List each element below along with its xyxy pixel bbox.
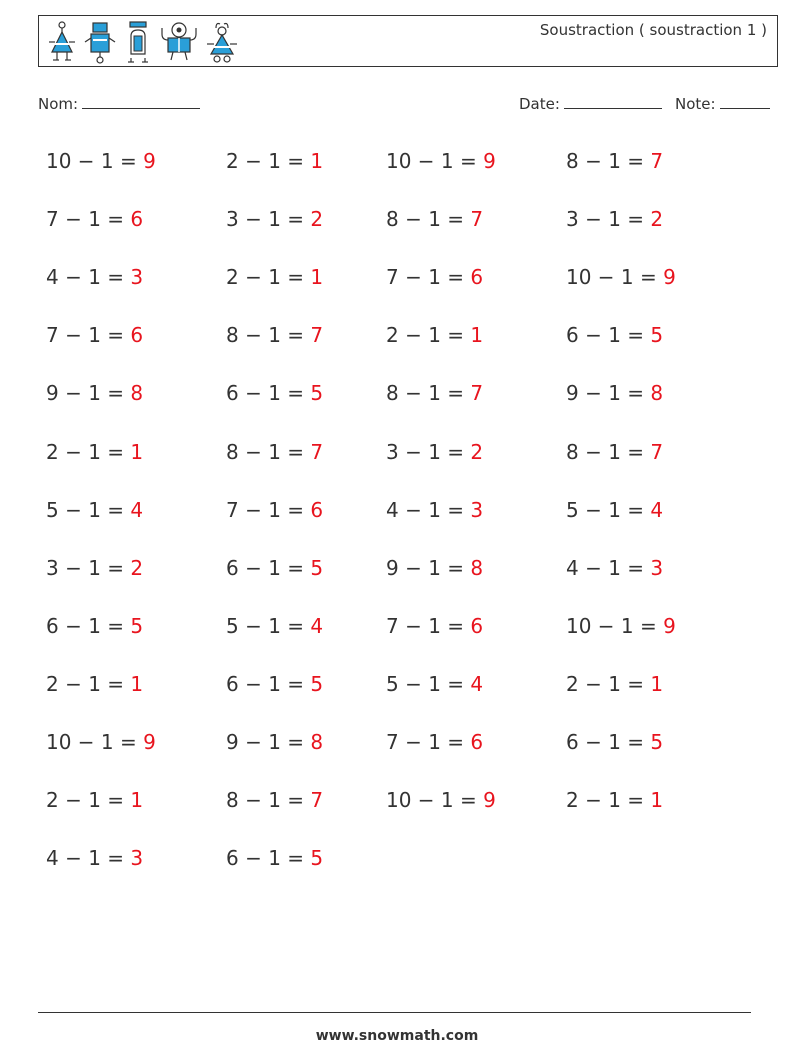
problem-expression: 5 − 1 = [386, 672, 471, 696]
problem-expression: 8 − 1 = [566, 149, 651, 173]
problem-item [46, 788, 143, 812]
problem-expression: 8 − 1 = [226, 323, 311, 347]
problem-item [226, 556, 323, 580]
problem-item [566, 265, 676, 289]
problem-item [566, 440, 663, 464]
problem-item [386, 149, 496, 173]
problem-item [566, 672, 663, 696]
problem-answer: 2 [130, 556, 144, 580]
problem-answer: 2 [650, 207, 664, 231]
problem-item [566, 323, 663, 347]
problem-answer: 7 [310, 440, 324, 464]
problem-answer: 7 [650, 440, 664, 464]
problem-item [386, 498, 483, 522]
problem-item [226, 149, 323, 173]
problem-answer: 9 [483, 788, 496, 812]
problem-item [386, 614, 483, 638]
problem-expression: 10 − 1 = [46, 149, 144, 173]
problem-answer: 1 [130, 788, 144, 812]
problem-expression: 2 − 1 = [46, 672, 131, 696]
problem-item [226, 381, 323, 405]
problem-expression: 4 − 1 = [386, 498, 471, 522]
problem-expression: 8 − 1 = [386, 207, 471, 231]
problem-answer: 1 [650, 672, 664, 696]
problem-expression: 2 − 1 = [386, 323, 471, 347]
problem-answer: 6 [470, 730, 484, 754]
problem-item [226, 265, 323, 289]
problem-answer: 1 [130, 672, 144, 696]
problem-item [46, 149, 156, 173]
problem-answer: 5 [650, 323, 664, 347]
problem-item [566, 149, 663, 173]
problem-item [226, 440, 323, 464]
problem-expression: 8 − 1 = [386, 381, 471, 405]
problem-expression: 5 − 1 = [566, 498, 651, 522]
footer-rule [38, 1012, 751, 1013]
problem-answer: 8 [130, 381, 144, 405]
problem-expression: 6 − 1 = [226, 556, 311, 580]
footer-url: www.snowmath.com [315, 1028, 479, 1044]
problem-item [386, 323, 483, 347]
problem-item [386, 556, 483, 580]
problem-answer: 4 [310, 614, 324, 638]
problem-expression: 10 − 1 = [386, 788, 484, 812]
date-label: Date: [519, 95, 560, 113]
problem-expression: 3 − 1 = [566, 207, 651, 231]
problem-answer: 9 [663, 265, 676, 289]
problem-expression: 9 − 1 = [566, 381, 651, 405]
problem-answer: 3 [470, 498, 484, 522]
problem-item [566, 207, 663, 231]
problem-answer: 5 [130, 614, 144, 638]
problem-expression: 5 − 1 = [226, 614, 311, 638]
problem-expression: 4 − 1 = [46, 265, 131, 289]
problem-item [226, 614, 323, 638]
problem-expression: 7 − 1 = [386, 730, 471, 754]
problem-answer: 3 [650, 556, 664, 580]
problem-answer: 4 [650, 498, 664, 522]
problem-answer: 9 [143, 149, 156, 173]
problem-item [226, 672, 323, 696]
problem-item [46, 265, 143, 289]
problem-answer: 5 [650, 730, 664, 754]
problem-expression: 5 − 1 = [46, 498, 131, 522]
problem-expression: 4 − 1 = [566, 556, 651, 580]
problem-expression: 2 − 1 = [226, 265, 311, 289]
problem-expression: 3 − 1 = [226, 207, 311, 231]
problem-answer: 8 [650, 381, 664, 405]
problem-item [226, 207, 323, 231]
problem-answer: 9 [663, 614, 676, 638]
problem-expression: 7 − 1 = [386, 614, 471, 638]
problem-answer: 6 [310, 498, 324, 522]
problem-expression: 6 − 1 = [46, 614, 131, 638]
problem-item [46, 730, 156, 754]
problem-expression: 10 − 1 = [386, 149, 484, 173]
problem-item [226, 323, 323, 347]
problem-expression: 2 − 1 = [226, 149, 311, 173]
problem-item [46, 846, 143, 870]
problem-expression: 4 − 1 = [46, 846, 131, 870]
problem-expression: 6 − 1 = [566, 323, 651, 347]
problem-expression: 2 − 1 = [566, 672, 651, 696]
problem-expression: 9 − 1 = [386, 556, 471, 580]
problem-answer: 1 [470, 323, 484, 347]
problem-item [566, 381, 663, 405]
problem-expression: 10 − 1 = [566, 614, 664, 638]
problem-item [226, 498, 323, 522]
problem-item [566, 788, 663, 812]
problem-item [386, 207, 483, 231]
problem-expression: 7 − 1 = [46, 323, 131, 347]
problem-answer: 2 [470, 440, 484, 464]
problem-item [386, 440, 483, 464]
problem-item [386, 672, 483, 696]
problem-answer: 6 [130, 323, 144, 347]
problem-expression: 7 − 1 = [386, 265, 471, 289]
problem-expression: 6 − 1 = [226, 672, 311, 696]
problem-expression: 9 − 1 = [46, 381, 131, 405]
problem-expression: 7 − 1 = [226, 498, 311, 522]
problem-item [46, 207, 143, 231]
problem-item [226, 846, 323, 870]
problem-answer: 5 [310, 381, 324, 405]
score-label: Note: [675, 95, 716, 113]
problem-answer: 7 [650, 149, 664, 173]
worksheet-title: Soustraction ( soustraction 1 ) [539, 21, 767, 39]
problem-answer: 7 [310, 323, 324, 347]
problem-item [46, 672, 143, 696]
problem-item [566, 556, 663, 580]
problem-answer: 1 [310, 265, 324, 289]
problem-item [46, 381, 143, 405]
problem-item [566, 730, 663, 754]
problem-expression: 3 − 1 = [386, 440, 471, 464]
problem-item [46, 323, 143, 347]
problem-answer: 9 [143, 730, 156, 754]
problem-answer: 5 [310, 846, 324, 870]
name-label: Nom: [38, 95, 79, 113]
problem-item [386, 381, 483, 405]
problem-expression: 8 − 1 = [226, 788, 311, 812]
problem-answer: 2 [310, 207, 324, 231]
problem-expression: 9 − 1 = [226, 730, 311, 754]
problem-item [566, 498, 663, 522]
problem-answer: 1 [650, 788, 664, 812]
problem-expression: 6 − 1 = [566, 730, 651, 754]
problem-answer: 4 [470, 672, 484, 696]
problem-item [566, 614, 676, 638]
problem-expression: 8 − 1 = [566, 440, 651, 464]
problem-answer: 8 [310, 730, 324, 754]
problem-item [226, 730, 323, 754]
problem-answer: 1 [130, 440, 144, 464]
problem-answer: 6 [470, 265, 484, 289]
problem-expression: 10 − 1 = [566, 265, 664, 289]
problem-answer: 3 [130, 846, 144, 870]
problem-answer: 7 [470, 381, 484, 405]
problem-answer: 6 [130, 207, 144, 231]
problem-expression: 2 − 1 = [46, 788, 131, 812]
problem-item [46, 498, 143, 522]
problem-item [386, 265, 483, 289]
problem-expression: 2 − 1 = [566, 788, 651, 812]
problem-answer: 7 [470, 207, 484, 231]
problem-expression: 8 − 1 = [226, 440, 311, 464]
problem-answer: 1 [310, 149, 324, 173]
problem-item [386, 788, 496, 812]
problem-expression: 2 − 1 = [46, 440, 131, 464]
problem-answer: 3 [130, 265, 144, 289]
problem-item [46, 556, 143, 580]
problem-expression: 7 − 1 = [46, 207, 131, 231]
problem-answer: 5 [310, 672, 324, 696]
problem-answer: 9 [483, 149, 496, 173]
problem-expression: 6 − 1 = [226, 846, 311, 870]
problem-answer: 8 [470, 556, 484, 580]
problem-expression: 3 − 1 = [46, 556, 131, 580]
problem-item [46, 614, 143, 638]
problem-item [46, 440, 143, 464]
problem-answer: 5 [310, 556, 324, 580]
problem-expression: 10 − 1 = [46, 730, 144, 754]
problem-expression: 6 − 1 = [226, 381, 311, 405]
problem-answer: 6 [470, 614, 484, 638]
problem-item [386, 730, 483, 754]
problem-answer: 7 [310, 788, 324, 812]
problem-answer: 4 [130, 498, 144, 522]
problem-item [226, 788, 323, 812]
